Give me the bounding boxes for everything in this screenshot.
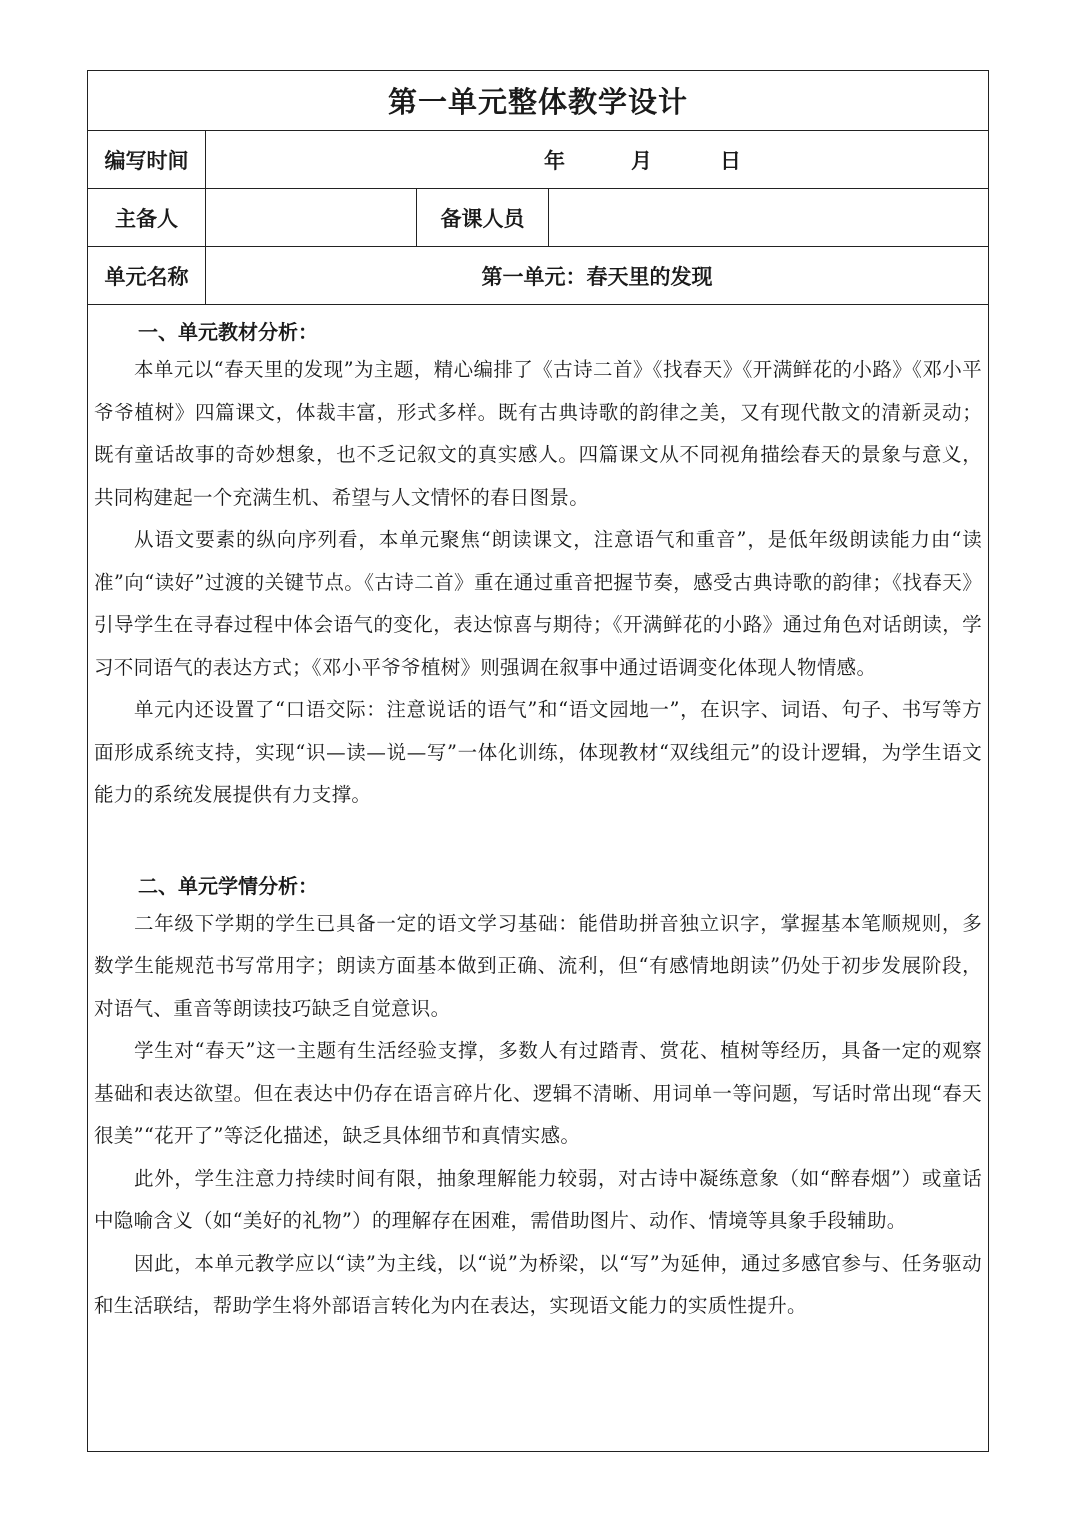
lesson-plan-table (87, 70, 989, 1452)
date-year: 年 (544, 148, 565, 173)
title-row (88, 71, 988, 131)
unit-name-value: 第一单元：春天里的发现 (481, 264, 713, 289)
document-title: 第一单元整体教学设计 (387, 85, 688, 119)
section-spacer (94, 817, 982, 869)
preparer-row (88, 189, 988, 247)
content-cell (88, 305, 988, 1451)
compile-time-value[interactable] (206, 131, 988, 188)
compile-time-label: 编写时间 (88, 131, 206, 188)
section-heading-textbook-analysis: 一、单元教材分析： (138, 320, 318, 344)
paragraph: 二年级下学期的学生已具备一定的语文学习基础：能借助拼音独立识字，掌握基本笔顺规则，多数学生能规范书写常用字；朗读方面基本做到正确、流利，但“有感情地朗读”仍处于初步发展阶段，对语气、重音等朗读技巧缺乏自觉意识。 (94, 911, 982, 1020)
paragraph: 从语文要素的纵向序列看，本单元聚焦“朗读课文，注意语气和重音”，是低年级朗读能力由“读准”向“读好”过渡的关键节点。《古诗二首》重在通过重音把握节奏，感受古典诗歌的韵律；《找春天》引导学生在寻春过程中体会语气的变化，表达惊喜与期待；《开满鲜花的小路》通过角色对话朗读，学习不同语气的表达方式；《邓小平爷爷植树》则强调在叙事中通过语调变化体现人物情感。 (94, 528, 982, 679)
unit-name-row (88, 247, 988, 305)
co-preparers-value[interactable] (549, 189, 988, 246)
unit-name-label: 单元名称 (88, 247, 206, 304)
lead-preparer-label: 主备人 (88, 189, 206, 246)
section-heading-student-analysis: 二、单元学情分析： (138, 873, 318, 898)
paragraph: 此外，学生注意力持续时间有限，抽象理解能力较弱，对古诗中凝练意象（如“醉春烟”）或童话中隐喻含义（如“美好的礼物”）的理解存在困难，需借助图片、动作、情境等具象手段辅助。 (94, 1166, 982, 1232)
compile-time-row (88, 131, 988, 189)
co-preparers-label: 备课人员 (417, 189, 549, 246)
lead-preparer-value[interactable] (206, 189, 417, 246)
date-day: 日 (720, 148, 741, 173)
paragraph: 本单元以“春天里的发现”为主题，精心编排了《古诗二首》《找春天》《开满鲜花的小路》《邓小平爷爷植树》四篇课文，体裁丰富，形式多样。既有古典诗歌的韵律之美，又有现代散文的清新灵动；既有童话故事的奇妙想象，也不乏记叙文的真实感人。四篇课文从不同视角描绘春天的景象与意义，共同构建起一个充满生机、希望与人文情怀的春日图景。 (94, 358, 982, 509)
date-month: 月 (631, 148, 652, 173)
paragraph: 学生对“春天”这一主题有生活经验支撑，多数人有过踏青、赏花、植树等经历，具备一定的观察基础和表达欲望。但在表达中仍存在语言碎片化、逻辑不清晰、用词单一等问题，写话时常出现“春天很美”“花开了”等泛化描述，缺乏具体细节和真情实感。 (94, 1039, 982, 1147)
paragraph: 因此，本单元教学应以“读”为主线，以“说”为桥梁，以“写”为延伸，通过多感官参与、任务驱动和生活联结，帮助学生将外部语言转化为内在表达，实现语文能力的实质性提升。 (94, 1251, 982, 1317)
paragraph: 单元内还设置了“口语交际：注意说话的语气”和“语文园地一”，在识字、词语、句子、书写等方面形成系统支持，实现“识—读—说—写”一体化训练，体现教材“双线组元”的设计逻辑，为学生语文能力的系统发展提供有力支撑。 (94, 698, 982, 806)
